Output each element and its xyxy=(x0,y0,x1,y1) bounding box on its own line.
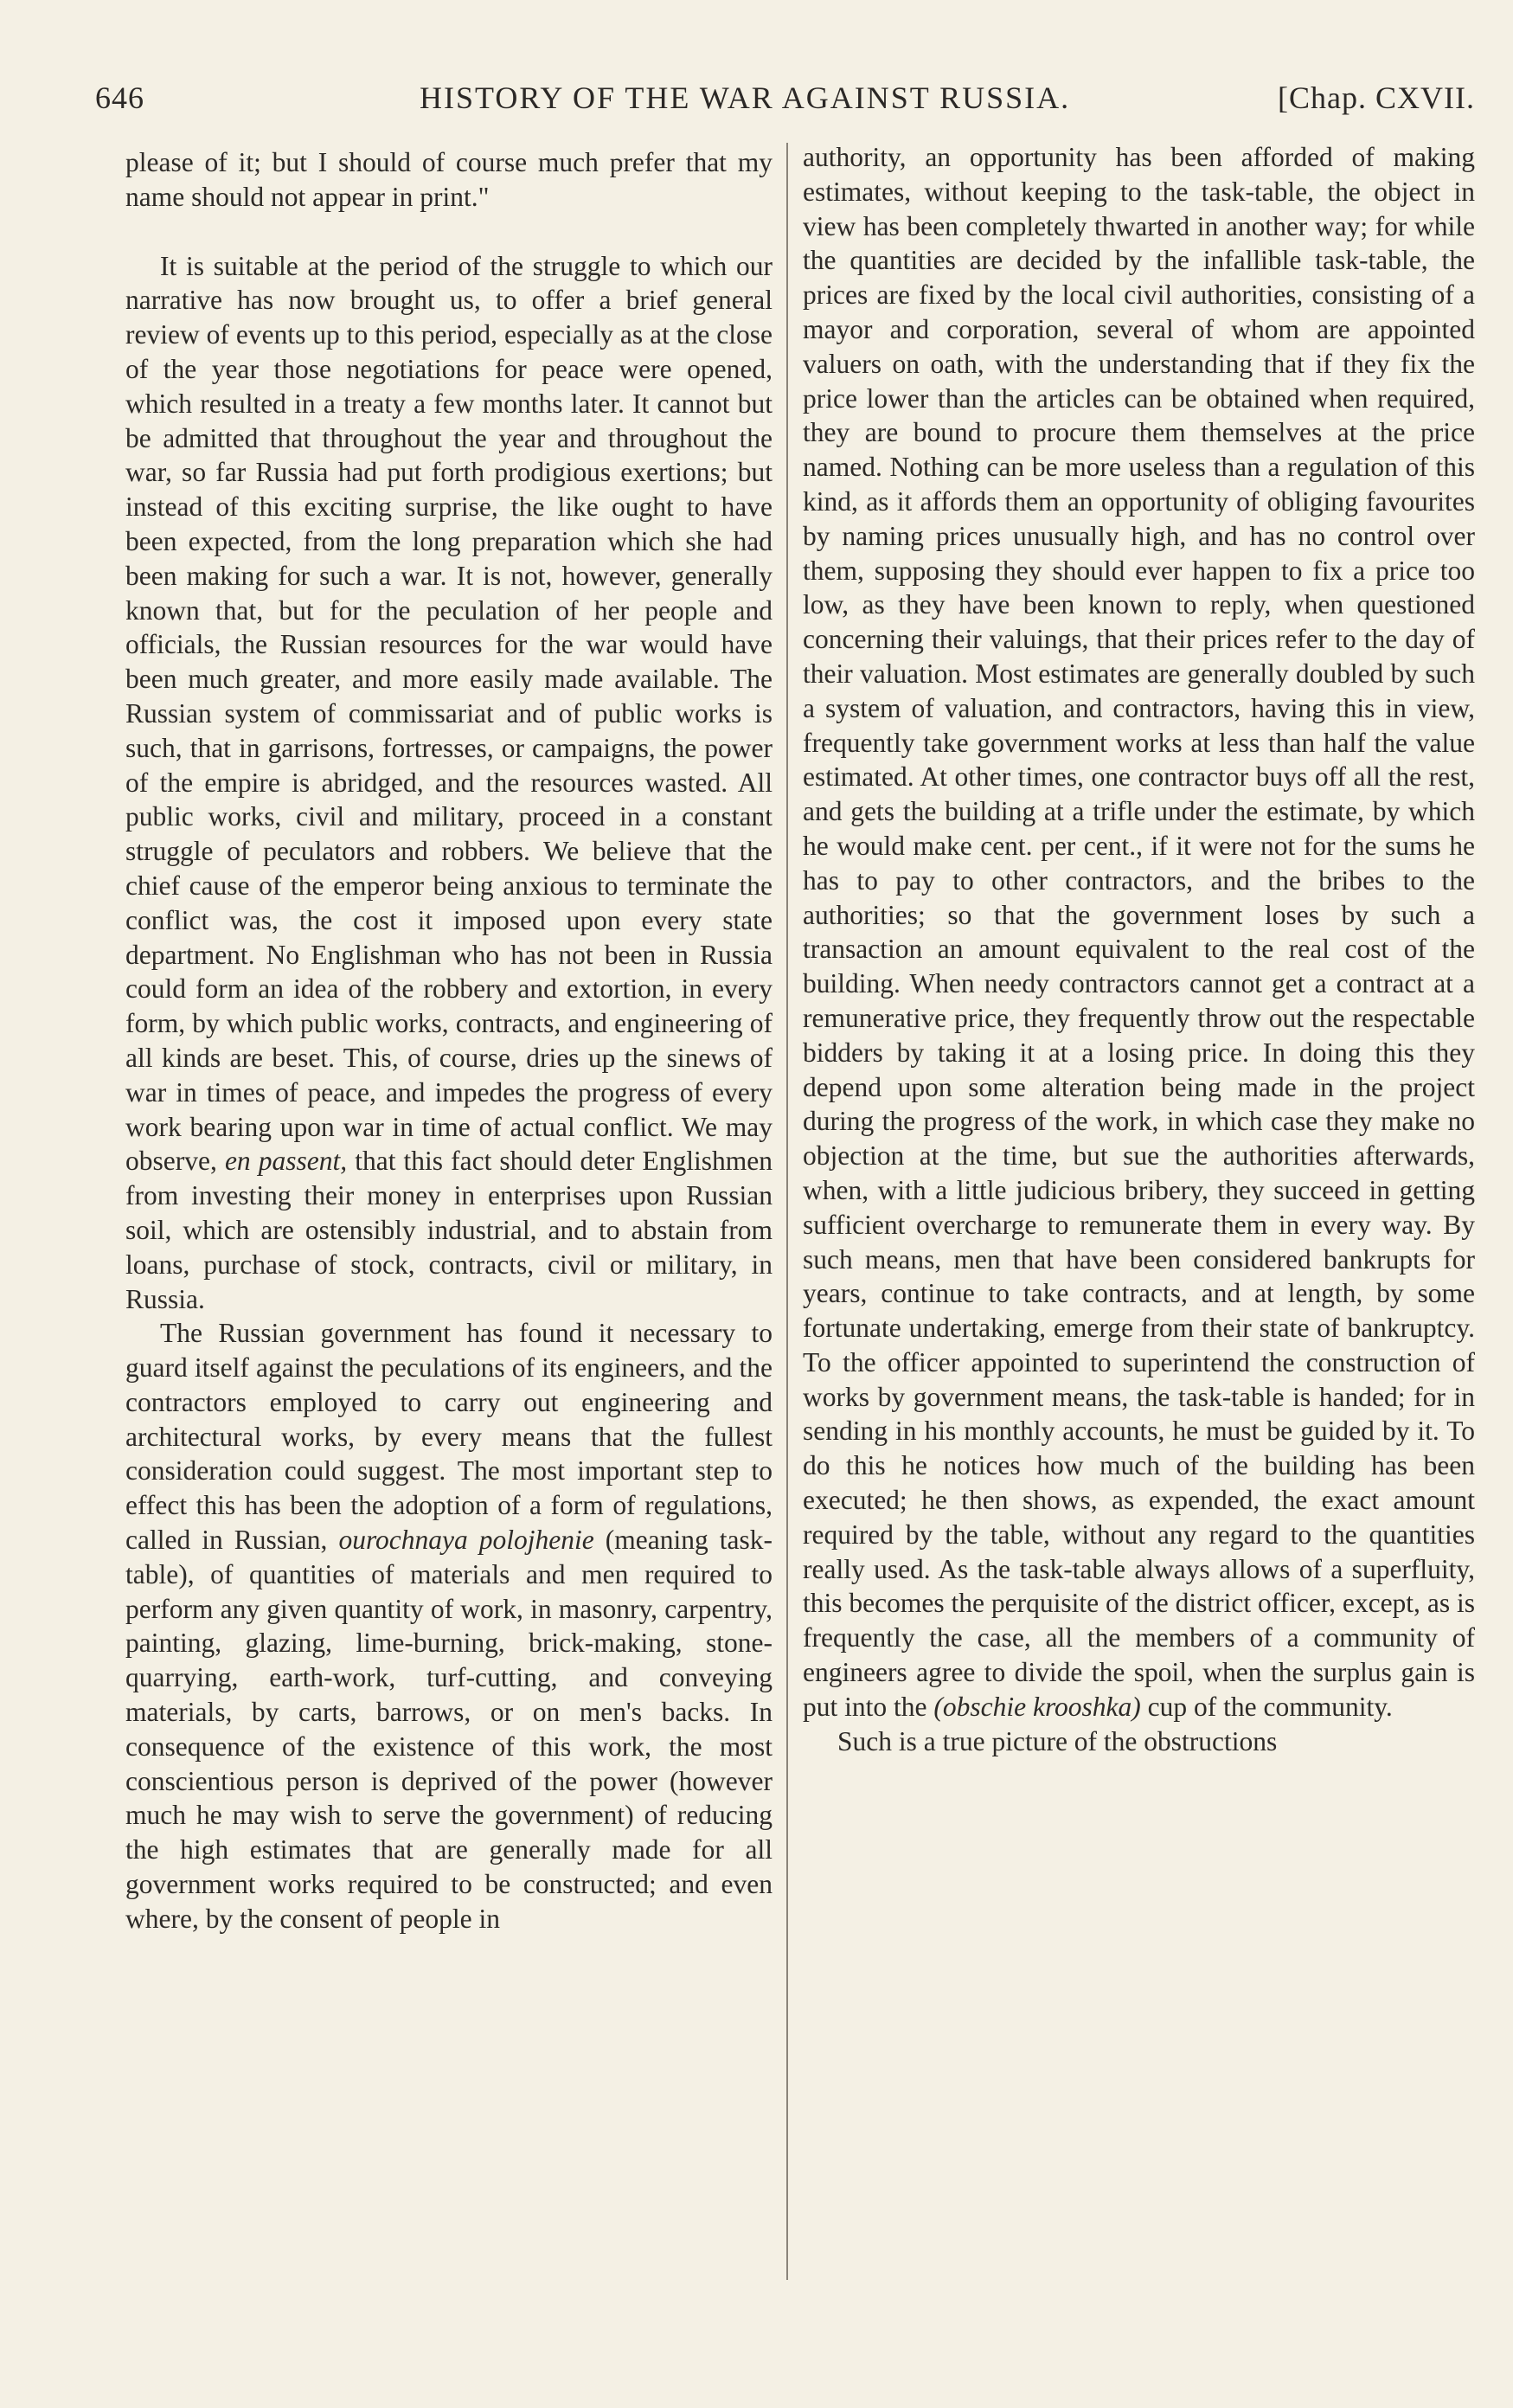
paragraph-letter-end: please of it; but I should of course much prefer that my name should not appear in print." xyxy=(125,147,773,212)
paragraph-text: that this fact should deter Englishmen from investing their money in enterprises upon Russian soil, which are ostensibly industrial, and to abstain from loans, purchase of stock, contracts, civil or military, in Russia. xyxy=(125,1146,773,1314)
running-title: HISTORY OF THE WAR AGAINST RUSSIA. xyxy=(420,80,1071,115)
paragraph-text: It is suitable at the period of the struggle to which our narrative has now brought us, to offer a brief general review of events up to this period, especially as at the close of the year those negotiations for peace were opened, which resulted in a treaty a few months later. It cannot but be admitted that throughout the year and throughout the war, so far Russia had put forth prodigious exertions; but instead of this exciting surprise, the like ought to have been expected, from the long preparation which she had been making for such a war. It is not, however, generally known that, but for the peculation of her people and officials, the Russian resources for the war would have been much greater, and more easily made available. The Russian system of commissariat and of public works is such, that in garrisons, fortresses, or campaigns, the power of the empire is abridged, and the resources wasted. All public works, civil and military, proceed in a constant struggle of peculators and robbers. We believe that the chief cause of the emperor being anxious to terminate the conflict was, the cost it imposed upon every state department. No Englishman who has not been in Russia could form an idea of the robbery and extortion, in every form, by which public works, contracts, and engineering of all kinds are beset. This, of course, dries up the sinews of war in times of peace, and impedes the progress of every work bearing upon war in time of actual conflict. We may observe, xyxy=(125,250,773,1177)
page-number: 646 xyxy=(95,80,144,115)
page-header xyxy=(95,80,1475,123)
paragraph-text: The Russian government has found it necessary to guard itself against the peculations of its engineers, and the contractors employed to carry out engineering and architectural works, by every means that the fullest consideration could suggest. The most important step to effect this has been the adoption of a form of regulations, called in Russian, xyxy=(125,1318,773,1556)
italic-phrase: en passent, xyxy=(224,1146,348,1177)
chapter-reference: [Chap. CXVII. xyxy=(1278,80,1475,115)
paragraph-general-review xyxy=(125,249,773,1317)
paragraph-task-table xyxy=(125,1316,773,1936)
right-column xyxy=(803,140,1475,1758)
paragraph-text: authority, an opportunity has been afforded of making estimates, without keeping to the task-table, the object in view has been completely thwarted in another way; for while the quantities are decided by the infallible task-table, the prices are fixed by the local civil authorities, consisting of a mayor and corporation, several of whom are appointed valuers on oath, with the understanding that if they fix the price lower than the articles can be obtained when required, they are bound to procure them themselves at the price named. Nothing can be more useless than a regulation of this kind, as it affords them an opportunity of obliging favourites by naming prices unusually high, and has no control over them, supposing they should ever happen to fix a price too low, as they have been known to reply, when questioned concerning their valuings, that their prices refer to the day of their valuation. Most estimates are generally doubled by such a system of valuation, and contractors, having this in view, frequently take government works at less than half the value estimated. At other times, one contractor buys off all the rest, and gets the building at a trifle under the estimate, by which he would make cent. per cent., if it were not for the sums he has to pay to other contractors, and the bribes to the authorities; so that the government loses by such a transaction an amount equivalent to the real cost of the building. When needy contractors cannot get a contract at a remunerative price, they frequently throw out the respectable bidders by taking it at a losing price. In doing this they depend upon some alteration being made in the project during the progress of the work, in which case they make no objection at the time, but sue the authorities afterwards, when, with a little judicious bribery, they succeed in getting sufficient overcharge to remunerate them in every way. By such means, men that have been considered bankrupts for years, continue to take contracts, and at length, by some fortunate undertaking, emerge from their state of bankruptcy. To the officer appointed to superintend the construction of works by government means, the task-table is handed; for in sending in his monthly accounts, he must be guided by it. To do this he notices how much of the building has been executed; he then shows, as expended, the exact amount required by the table, without any regard to the quantities really used. As the task-table always allows of a superfluity, this becomes the perquisite of the district officer, except, as is frequently the case, all the members of a community of engineers agree to divide the spoil, when the surplus gain is put into the xyxy=(803,142,1475,1722)
paragraph-text: (meaning task-table), of quantities of materials and men required to perform any given quantity of work, in masonry, carpentry, painting, glazing, lime-burning, brick-making, stone-quarrying, earth-work, turf-cutting, and conveying materials, by carts, barrows, or on men's backs. In consequence of the existence of this work, the most conscientious person is deprived of the power (however much he may wish to serve the government) of reducing the high estimates that are generally made for all government works required to be constructed; and even where, by the consent of people in xyxy=(125,1525,773,1934)
italic-term: ourochnaya polojhenie xyxy=(338,1525,594,1556)
column-divider xyxy=(786,143,788,2280)
paragraph-obstructions: Such is a true picture of the obstructions xyxy=(837,1725,1278,1756)
left-column xyxy=(125,145,773,1936)
paragraph-estimates xyxy=(803,140,1475,1724)
italic-term: (obschie krooshka) xyxy=(933,1691,1141,1722)
paragraph-text: cup of the community. xyxy=(1147,1691,1393,1722)
